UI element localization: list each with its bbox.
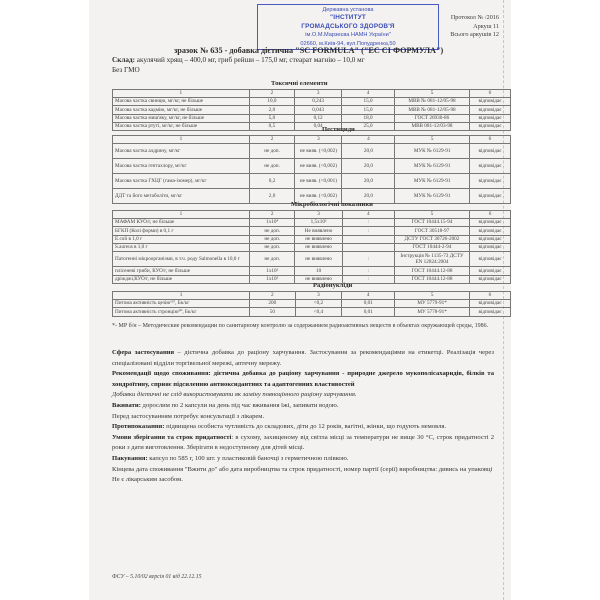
document-footer: ФСУ – 5.10/02 версія 01 від 22.12.15 xyxy=(112,574,202,580)
table-cell: 50 xyxy=(250,308,296,316)
table-row xyxy=(113,114,511,122)
table-cell: не виявлено xyxy=(295,252,342,267)
table-cell: Масова частка кадмію, мг/кг, не більше xyxy=(113,106,250,114)
table-cell: Не виявлено xyxy=(295,227,342,235)
table-header-row xyxy=(113,211,511,219)
header-cell: 1 xyxy=(113,90,250,98)
header-cell: 4 xyxy=(341,90,394,98)
table-cell: : xyxy=(342,227,394,235)
header-cell: 5 xyxy=(395,292,470,300)
sheet-number: Аркуш 11 xyxy=(473,22,499,30)
table-cell: 1x10² xyxy=(249,275,295,283)
table-row xyxy=(113,243,511,251)
table-cell: відповідає xyxy=(469,106,510,114)
table-cell: : xyxy=(342,267,394,275)
header-cell: 2 xyxy=(249,136,295,144)
table-row xyxy=(113,97,511,105)
usage-label: Вживати: xyxy=(112,401,141,409)
header-cell: 1 xyxy=(113,292,250,300)
stamp-line: "ІНСТИТУТ xyxy=(330,14,366,22)
table-cell: ГОСТ 26930-86 xyxy=(395,114,470,122)
table-cell: Масова частка свинцю, мг/кг, не більше xyxy=(113,97,250,105)
table-cell: відповідає xyxy=(470,267,511,275)
table-cell: не вияв. (<0,002) xyxy=(295,158,342,173)
table-cell: відповідає xyxy=(470,235,511,243)
header-cell: 6 xyxy=(469,292,510,300)
table-cell: МВВ № 081-12/05-98 xyxy=(395,106,470,114)
header-cell: 4 xyxy=(342,211,394,219)
table-cell: : xyxy=(342,275,394,283)
table-row xyxy=(113,235,511,243)
header-cell: 5 xyxy=(394,211,469,219)
institute-stamp xyxy=(257,4,439,50)
table-cell: <0,4 xyxy=(295,308,342,316)
table-cell: 2,0 xyxy=(249,188,295,203)
stamp-line: ГРОМАДСЬКОГО ЗДОРОВ'Я xyxy=(301,22,395,30)
table-row xyxy=(113,275,511,283)
stamp-line: Державна установа xyxy=(322,7,374,13)
table-cell: : xyxy=(342,218,394,226)
table-cell: 0,2 xyxy=(249,173,295,188)
table-cell: E.coli в 1,0 г xyxy=(113,235,250,243)
table-cell: 0,043 xyxy=(295,106,342,114)
table-cell: : xyxy=(342,252,394,267)
table-cell: ГОСТ 10444-2-94 xyxy=(394,243,469,251)
header-cell: 2 xyxy=(250,292,296,300)
scope-label: Сфера застосування xyxy=(112,349,175,356)
table-cell: 1x10⁴ xyxy=(249,218,295,226)
table-cell: відповідає xyxy=(469,308,510,316)
table-cell xyxy=(342,235,394,243)
table-cell: 0,12 xyxy=(295,114,342,122)
table-cell: <0,2 xyxy=(295,299,342,307)
not-drug-text: Не є лікарським засобом. xyxy=(112,476,183,484)
table-cell: МУК № 6129-91 xyxy=(395,188,470,203)
table-cell: не вияв. (<0,001) xyxy=(295,173,342,188)
table-cell: 15,0 xyxy=(341,106,394,114)
composition-text: акулячий хрящ – 400,0 мг, гриб рейши – 175,0 мг, стеарат магнію – 10,0 мг xyxy=(135,56,365,64)
table-cell: БГКП (Колі форми) в 0,1 г xyxy=(113,227,250,235)
table-cell: відповідає xyxy=(470,227,511,235)
table-cell: 200 xyxy=(250,299,296,307)
packaging-label: Пакування: xyxy=(112,454,148,462)
footnote: *- МР б/н – Методические рекомендации по санитарному контролю за содержанием радиоактивных веществ в объектах окружающей среды, 1986. xyxy=(112,323,489,329)
table-cell: Масова частка гептахлору, мг/кг xyxy=(113,158,250,173)
table-cell: не виявлено xyxy=(295,243,342,251)
table-cell: 1x10² xyxy=(249,267,295,275)
table-row xyxy=(113,122,511,130)
toxic-title: Токсичні елементи xyxy=(271,80,328,87)
table-cell: ДСТУ ГОСТ 30726-2002 xyxy=(394,235,469,243)
table-row xyxy=(113,267,511,275)
header-cell: 4 xyxy=(342,136,395,144)
table-cell: МУК № 6129-91 xyxy=(395,143,470,158)
table-cell: відповідає xyxy=(469,114,510,122)
table-cell: Масова частка алдрину, мг/кг xyxy=(113,143,250,158)
expiry-text: Кінцева дата споживання "Вжити до" або дата виробництва та строк придатності, номер партії (серії) виробництва: дивись на упаковці xyxy=(112,465,493,473)
table-cell: 0,01 xyxy=(342,308,395,316)
table-cell: Масова частка ртуті, мг/кг, не більше xyxy=(113,122,250,130)
table-cell: 20,0 xyxy=(342,143,395,158)
table-cell: не доп. xyxy=(249,252,295,267)
table-header-row xyxy=(113,136,511,144)
storage-label: Умови зберігання та строк придатності xyxy=(112,433,232,441)
table-cell: не доп. xyxy=(249,235,295,243)
table-cell: відповідає xyxy=(469,188,510,203)
table-cell: 0,04 xyxy=(295,122,342,130)
table-row xyxy=(113,252,511,267)
table-cell: 0,01 xyxy=(342,299,395,307)
header-cell: 3 xyxy=(295,136,342,144)
document-page xyxy=(89,0,511,600)
table-cell: Масова частка ГХЦГ (гама-ізомер), мг/кг xyxy=(113,173,250,188)
table-cell: не виявлено xyxy=(295,275,342,283)
table-cell: відповідає xyxy=(469,122,510,130)
sample-title: зразок № 635 - добавка дієтична "SC FORMULA" ("ЕС СІ ФОРМУЛА") xyxy=(174,46,444,55)
contraindications-text: підвищена особиста чутливість до складових, діти до 12 років, вагітні, жінки, що годують немовля. xyxy=(164,423,447,431)
table-cell: Інструкція № 1135-73 ДСТУ EN 12824:2004 xyxy=(394,252,469,267)
header-cell: 6 xyxy=(470,211,511,219)
table-cell: 10,0 xyxy=(249,97,295,105)
table-cell: МАФАМ КУО/г, не більше xyxy=(113,218,250,226)
table-cell: плісеневі гриби, КУО/г, не більше xyxy=(113,267,250,275)
table-cell: не доп. xyxy=(249,227,295,235)
table-cell: МУК № 6129-91 xyxy=(395,173,470,188)
table-cell: відповідає xyxy=(469,97,510,105)
radio-title: Радіонукліди xyxy=(313,282,353,289)
header-cell: 3 xyxy=(295,292,342,300)
recommendations: Рекомендації щодо споживання: дієтична добавка до раціону харчування - природне джерело мукополісахаридів, білків та хондроїтину, сприяє підсиленню антиоксидантних та адаптогенних властивостей xyxy=(112,370,494,388)
table-cell: ГОСТ 10444.12-88 xyxy=(394,267,469,275)
radio-table xyxy=(112,291,511,317)
table-cell: ГОСТ 10444.15-94 xyxy=(394,218,469,226)
table-cell: дріжджі,КУО/г, не більше xyxy=(113,275,250,283)
table-cell: не виявлено xyxy=(295,235,342,243)
table-cell: S.aureus в 1,0 г xyxy=(113,243,250,251)
header-cell: 1 xyxy=(113,136,250,144)
pesticides-title: Пестициди xyxy=(322,126,355,133)
warning-text: Добавки дієтичні не слід використовувати як заміну повноцінного раціону харчування. xyxy=(112,391,357,399)
product-description xyxy=(112,348,494,486)
table-row xyxy=(113,227,511,235)
table-cell: відповідає xyxy=(469,143,510,158)
table-row xyxy=(113,158,511,173)
table-cell: відповідає xyxy=(470,252,511,267)
consult-text: Перед застосуванням потребує консультації з лікарем. xyxy=(112,412,265,420)
protocol-info xyxy=(433,14,499,40)
total-sheets: Всього аркушів 12 xyxy=(450,31,499,39)
table-cell: не вияв. (<0,002) xyxy=(295,188,342,203)
table-cell xyxy=(342,243,394,251)
table-row xyxy=(113,106,511,114)
table-header-row xyxy=(113,90,511,98)
table-cell: не доп. xyxy=(249,143,295,158)
header-cell: 6 xyxy=(469,90,510,98)
header-cell: 2 xyxy=(249,211,295,219)
table-row xyxy=(113,308,511,316)
table-cell: не вияв. (<0,002) xyxy=(295,143,342,158)
table-cell: МУК № 6129-91 xyxy=(395,158,470,173)
composition-label: Склад: xyxy=(112,56,135,64)
header-cell: 3 xyxy=(295,211,342,219)
table-cell: Масова частка миш'яку, мг/кг, не більше xyxy=(113,114,250,122)
table-cell: відповідає xyxy=(469,158,510,173)
table-cell: ГОСТ 30518-97 xyxy=(394,227,469,235)
table-cell: 2,0 xyxy=(249,106,295,114)
micro-table xyxy=(112,210,511,284)
stamp-line: ім.О.М.Марзеєва НАМН України" xyxy=(305,32,391,39)
table-cell: не доп. xyxy=(249,243,295,251)
composition xyxy=(112,56,365,75)
header-cell: 3 xyxy=(295,90,342,98)
table-cell: 5,0 xyxy=(249,114,295,122)
storage-text: : в сухому, захищеному від світла місці за температури не вище 30 °С, строк придатності 2 роки з дати виготовлення. Зберігати в недоступному для дітей місці. xyxy=(112,433,494,452)
table-cell: 1,5x10² xyxy=(295,218,342,226)
table-cell: 18,0 xyxy=(341,114,394,122)
header-cell: 1 xyxy=(113,211,250,219)
header-cell: 6 xyxy=(469,136,510,144)
table-cell: ГОСТ 10444.12-88 xyxy=(394,275,469,283)
table-cell: Питома активність стронцію⁹⁰, Бк/кг xyxy=(113,308,250,316)
header-cell: 5 xyxy=(395,136,470,144)
contraindications-label: Протипоказання: xyxy=(112,423,165,431)
table-cell: 10 xyxy=(295,267,342,275)
table-cell: 15,0 xyxy=(341,97,394,105)
micro-title: Мікробіологічні показники xyxy=(291,201,373,208)
table-cell: відповідає xyxy=(469,173,510,188)
pesticides-table xyxy=(112,135,511,204)
toxic-table xyxy=(112,89,511,131)
table-row xyxy=(113,173,511,188)
table-cell: 20,0 xyxy=(342,173,395,188)
table-cell: ДДТ та його метаболіти, мг/кг xyxy=(113,188,250,203)
stamp-line: 02660, м.Київ-94, вул.Попудренка,50 xyxy=(300,40,396,47)
table-cell: 20,0 xyxy=(342,158,395,173)
packaging-text: капсул по 585 г, 100 шт. у пластиковій баночці з герметичною плівкою. xyxy=(147,454,349,462)
header-cell: 2 xyxy=(249,90,295,98)
table-row xyxy=(113,218,511,226)
table-cell: 25,0 xyxy=(341,122,394,130)
header-cell: 4 xyxy=(342,292,395,300)
table-header-row xyxy=(113,292,511,300)
table-cell: МУ 5778-91* xyxy=(395,308,470,316)
table-row xyxy=(113,299,511,307)
table-cell: МВВ № 081-12/05-98 xyxy=(395,97,470,105)
table-cell: 0,243 xyxy=(295,97,342,105)
table-cell: відповідає xyxy=(470,275,511,283)
table-cell: МУ 5779-91* xyxy=(395,299,470,307)
table-cell: відповідає xyxy=(470,218,511,226)
table-cell: 20,0 xyxy=(342,188,395,203)
table-cell: відповідає xyxy=(469,299,510,307)
table-cell: Патогенні мікроорганізми, в т.ч. роду Salmonella в 10,0 г xyxy=(113,252,250,267)
header-cell: 5 xyxy=(395,90,470,98)
table-row xyxy=(113,143,511,158)
scope-text: – дієтична добавка до раціону харчування. Застосування за рекомендаціями на етикетці. Реалізація через спеціалізовані відділи торгівельної мережі, аптечну мережу. xyxy=(112,349,494,367)
protocol-number: Протокол № /2016 xyxy=(450,14,499,21)
usage-text: дорослим по 2 капсули на день під час вживання їжі, запивати водою. xyxy=(140,401,339,409)
table-cell: відповідає xyxy=(470,243,511,251)
table-cell: не доп. xyxy=(249,158,295,173)
table-cell: 0,5 xyxy=(249,122,295,130)
table-cell: Питома активність цезію¹³⁷, Бк/кг xyxy=(113,299,250,307)
gmo-label: Без ГМО xyxy=(112,65,140,74)
table-cell: МВВ 081-12/03-98 xyxy=(395,122,470,130)
